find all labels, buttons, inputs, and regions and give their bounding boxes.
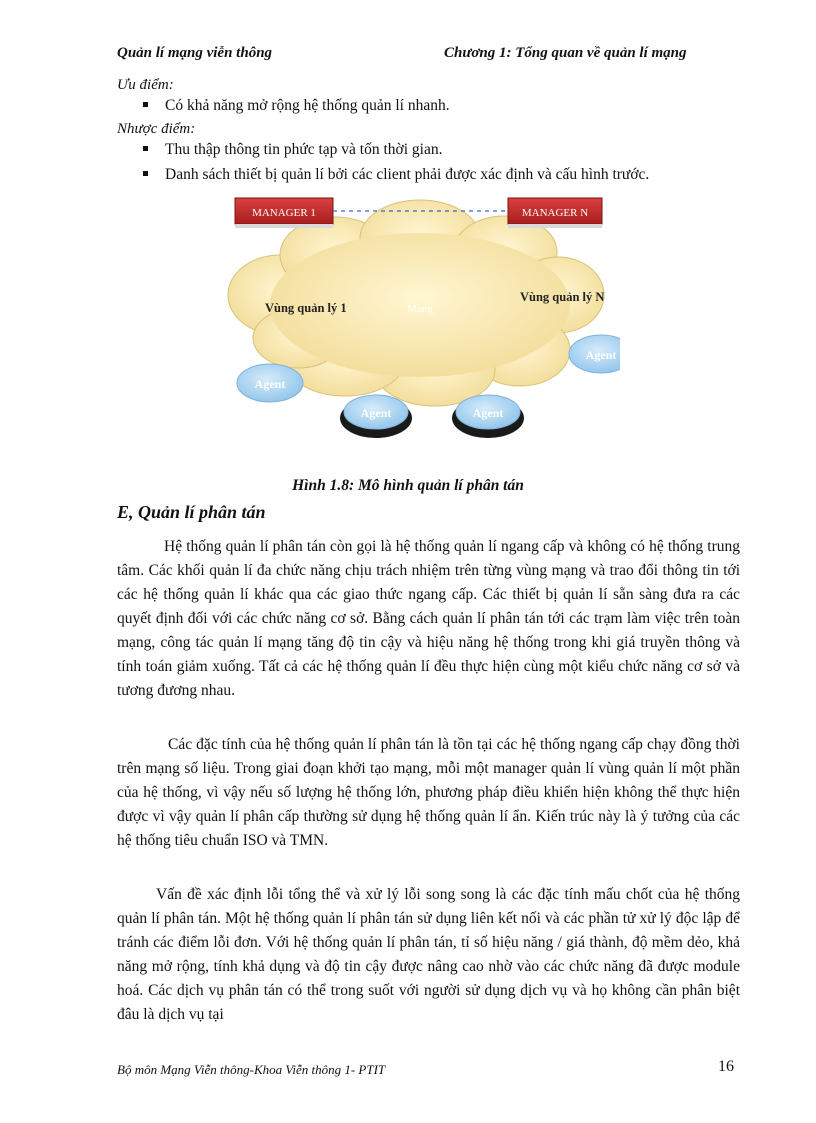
- bullet-icon: [143, 146, 148, 151]
- network-label: Mạng: [407, 303, 433, 315]
- manager-n-label: MANAGER N: [521, 207, 589, 219]
- agent-node: [340, 395, 412, 438]
- disadvantage-text: Danh sách thiết bị quản lí bởi các client phải được xác định và cấu hình trước.: [165, 166, 650, 183]
- disadvantage-item: [143, 166, 649, 184]
- agent-label: Agent: [254, 377, 286, 391]
- footer-left: Bộ môn Mạng Viễn thông-Khoa Viễn thông 1- PTIT: [117, 1062, 386, 1077]
- manager-1-label: MANAGER 1: [252, 207, 316, 219]
- disadvantage-item: [143, 141, 442, 159]
- distributed-management-diagram: [220, 190, 620, 450]
- disadvantage-text: Thu thập thông tin phức tạp và tốn thời gian.: [165, 141, 443, 158]
- header-left: Quản lí mạng viễn thông: [117, 45, 273, 61]
- header-right: Chương 1: Tổng quan về quản lí mạng: [444, 45, 687, 61]
- section-title: E, Quản lí phân tán: [117, 502, 266, 522]
- agent-node: [569, 335, 620, 373]
- advantage-item: [143, 97, 450, 115]
- advantages-label: Ưu điểm:: [117, 77, 174, 93]
- advantage-text: Có khả năng mở rộng hệ thống quản lí nhanh.: [165, 97, 450, 114]
- manager-1-box: [235, 198, 333, 228]
- zone-1-label: Vùng quản lý 1: [265, 301, 347, 315]
- bullet-icon: [143, 102, 148, 107]
- agent-node: [452, 395, 524, 438]
- agent-label: Agent: [585, 348, 617, 362]
- zone-n-label: Vùng quản lý N: [520, 290, 605, 304]
- bullet-icon: [143, 171, 148, 176]
- agent-label: Agent: [472, 406, 504, 420]
- manager-n-box: [508, 198, 602, 228]
- figure-caption: Hình 1.8: Mô hình quản lí phân tán: [292, 477, 524, 494]
- paragraph: Vấn đề xác định lỗi tổng thể và xử lý lỗi song song là các đặc tính mấu chốt của hệ thống quản lí phân tán. Một hệ thống quản lí phân tán sử dụng liên kết nối và các phần tử xử lý độc lập để tránh các điểm lỗi đơn. Với hệ thống quản lí phân tán, tỉ số hiệu năng / giá thành, độ mềm dẻo, khả năng mở rộng, tính khả dụng và độ tin cậy được nâng cao nhờ vào các chức năng đã được module hoá. Các dịch vụ phân tán có thể trong suốt với người sử dụng dịch vụ và họ không cần phân biệt đâu là dịch vụ tại: [117, 886, 740, 1023]
- paragraph: Các đặc tính của hệ thống quản lí phân tán là tồn tại các hệ thống ngang cấp chạy đồng thời trên mạng số liệu. Trong giai đoạn khởi tạo mạng, mỗi một manager quản lí vùng quản lí một phần của hệ thống, vì vậy nếu số lượng hệ thống lớn, phương pháp điều khiển hiện không thể thực hiện được vì vậy quản lí phân cấp thường sử dụng hệ thống quản lí ẩn. Kiến trúc này là ý tưởng của các hệ thống tiêu chuẩn ISO và TMN.: [117, 736, 740, 849]
- disadvantages-label: Nhược điểm:: [117, 121, 196, 137]
- page-number: 16: [718, 1058, 734, 1075]
- paragraph: Hệ thống quản lí phân tán còn gọi là hệ thống quản lí ngang cấp và không có hệ thống trung tâm. Các khối quản lí đa chức năng chịu trách nhiệm trên từng vùng mạng và trao đổi thông tin tới các hệ thống quản lí khác qua các giao thức ngang cấp. Các thiết bị quản lí sẵn sàng đưa ra các quyết định đối với các chức năng cơ sở. Bằng cách quản lí phân tán tới các trạm làm việc trên toàn mạng, công tác quản lí mạng tăng độ tin cậy và hiệu năng hệ thống trong khi giá truyền thông và tính toán giảm xuống. Tất cả các hệ thống quản lí đều thực hiện cùng một kiểu chức năng cơ sở và tương đương nhau.: [117, 538, 740, 699]
- agent-label: Agent: [360, 406, 392, 420]
- agent-node: [237, 364, 303, 402]
